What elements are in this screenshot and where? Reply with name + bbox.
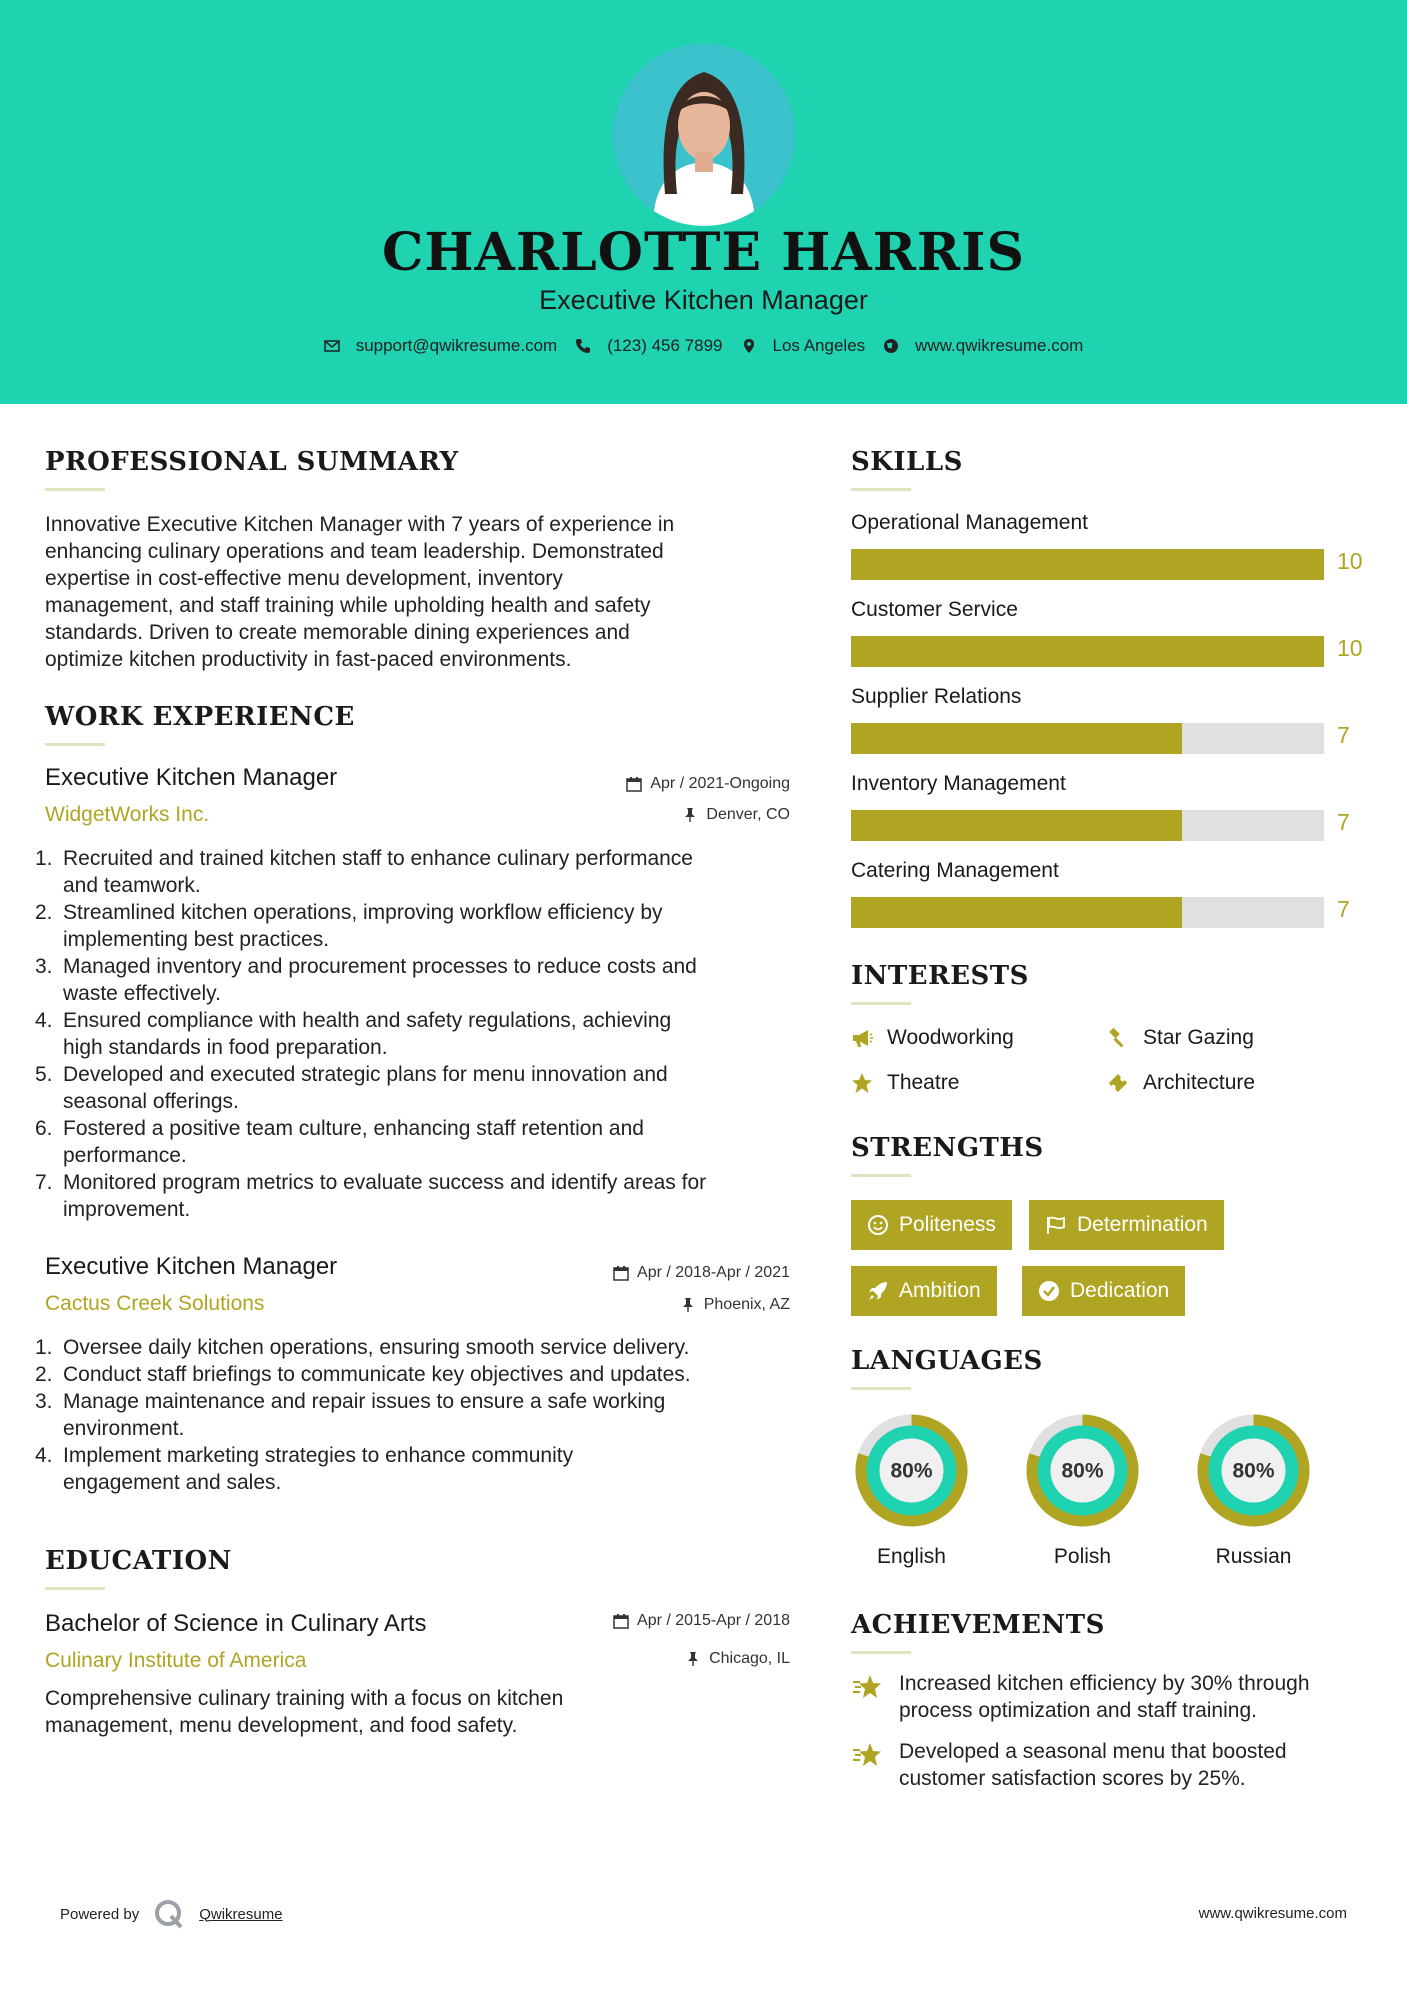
- skill-bar-fill: [851, 810, 1182, 841]
- rocket-icon: [867, 1280, 889, 1302]
- skill-value: 10: [1337, 548, 1363, 574]
- pushpin-icon: [680, 1297, 696, 1313]
- job-dates-text: Apr / 2021-Ongoing: [650, 775, 790, 792]
- skill-bar-fill: [851, 897, 1182, 928]
- pushpin-icon: [685, 1651, 701, 1667]
- skills-heading: SKILLS: [851, 447, 963, 477]
- strengths-heading: STRENGTHS: [851, 1133, 1044, 1163]
- achievement-item: [851, 1738, 1371, 1792]
- list-item: 6. Fostered a positive team culture, enhancing staff retention and performance.: [35, 1117, 644, 1167]
- contact-location: [741, 336, 866, 356]
- job-duties-list: [35, 845, 795, 1223]
- summary-line: expertise in cost-effective menu development, inventory: [45, 567, 563, 590]
- skill-bar-fill: [851, 549, 1324, 580]
- language-name: English: [877, 1545, 946, 1568]
- list-item: 5. Developed and executed strategic plans for menu innovation and seasonal offerings.: [35, 1063, 668, 1113]
- calendar-icon: [613, 1265, 629, 1281]
- interests-divider: [851, 1002, 911, 1005]
- interest-label: Architecture: [1143, 1071, 1256, 1094]
- summary-line: management, and staff training while upholding health and safety: [45, 594, 651, 617]
- candidate-name: CHARLOTTE HARRIS: [382, 222, 1025, 283]
- achievement-line: Increased kitchen efficiency by 30% through: [899, 1672, 1310, 1695]
- interest-label: Theatre: [887, 1071, 960, 1094]
- strength-label: Dedication: [1070, 1279, 1170, 1302]
- language-percent: 80%: [1061, 1459, 1104, 1483]
- language-percent: 80%: [1232, 1459, 1275, 1483]
- language-item: [1020, 1408, 1145, 1569]
- language-ring: [1191, 1408, 1316, 1533]
- list-item: 3. Managed inventory and procurement processes to reduce costs and waste effectively.: [35, 955, 697, 1005]
- website-text: www.qwikresume.com: [915, 336, 1084, 355]
- brand-link[interactable]: Qwikresume: [199, 1905, 283, 1923]
- skill-name: Catering Management: [851, 859, 1059, 882]
- job-location-text: Phoenix, AZ: [703, 1296, 790, 1313]
- contact-bar: [0, 336, 1407, 356]
- job-dates-text: Apr / 2018-Apr / 2021: [637, 1264, 790, 1281]
- strength-badge: [1022, 1266, 1185, 1316]
- summary-line: enhancing culinary operations and team leadership. Demonstrated: [45, 540, 664, 563]
- summary-line: optimize kitchen productivity in fast-paced environments.: [45, 648, 572, 671]
- pushpin-icon: [682, 807, 698, 823]
- language-name: Polish: [1053, 1545, 1112, 1568]
- phone-icon: [575, 338, 591, 354]
- job-company: WidgetWorks Inc.: [45, 803, 210, 826]
- education-dates: [613, 1612, 790, 1630]
- list-item: 1. Recruited and trained kitchen staff to enhance culinary performance and teamwork.: [35, 847, 693, 897]
- summary-line: standards. Driven to create memorable dining experiences and: [45, 621, 630, 644]
- language-percent: 80%: [890, 1459, 933, 1483]
- skill-value: 7: [1337, 809, 1350, 835]
- language-ring: [849, 1408, 974, 1533]
- languages-divider: [851, 1387, 911, 1390]
- language-item: [1191, 1408, 1316, 1569]
- contact-email[interactable]: [324, 336, 558, 356]
- job-duties-list: [35, 1334, 795, 1496]
- ticket-icon: [1107, 1072, 1129, 1094]
- experience-divider: [45, 743, 105, 746]
- flag-icon: [1045, 1214, 1067, 1236]
- strength-badge: [1029, 1200, 1224, 1250]
- education-dates-text: Apr / 2015-Apr / 2018: [637, 1612, 790, 1629]
- footer-powered-by: [60, 1898, 283, 1930]
- job-location: [682, 806, 790, 824]
- skill-name: Operational Management: [851, 511, 1088, 534]
- skill-name: Customer Service: [851, 598, 1018, 621]
- summary-line: Innovative Executive Kitchen Manager with 7 years of experience in: [45, 513, 675, 536]
- profile-photo: [613, 44, 795, 226]
- footer-website[interactable]: www.qwikresume.com: [1198, 1905, 1347, 1922]
- trophy-star-icon: [851, 1672, 885, 1702]
- skill-bar-fill: [851, 723, 1182, 754]
- job-dates: [613, 1264, 790, 1282]
- list-item: 2. Streamlined kitchen operations, improving workflow efficiency by implementing best practices.: [35, 901, 663, 951]
- skill-bar: [851, 636, 1324, 667]
- language-item: [849, 1408, 974, 1569]
- megaphone-icon: [851, 1027, 873, 1049]
- gavel-icon: [1107, 1027, 1129, 1049]
- achievements-heading: ACHIEVEMENTS: [851, 1610, 1105, 1640]
- strength-label: Determination: [1077, 1213, 1208, 1236]
- check-circle-icon: [1038, 1280, 1060, 1302]
- interest-label: Woodworking: [887, 1026, 1014, 1049]
- degree-title: Bachelor of Science in Culinary Arts: [45, 1610, 427, 1637]
- interest-item: [1107, 1026, 1254, 1050]
- achievements-divider: [851, 1651, 911, 1654]
- language-name: Russian: [1215, 1545, 1292, 1568]
- education-location: [685, 1650, 790, 1668]
- job-company: Cactus Creek Solutions: [45, 1292, 265, 1315]
- email-text: support@qwikresume.com: [355, 336, 558, 355]
- list-item: 4. Ensured compliance with health and safety regulations, achieving high standards in food preparation.: [35, 1009, 672, 1059]
- strengths-divider: [851, 1174, 911, 1177]
- job-location: [680, 1296, 790, 1314]
- achievement-line: customer satisfaction scores by 25%.: [899, 1767, 1246, 1790]
- skill-name: Supplier Relations: [851, 685, 1022, 708]
- interest-item: [1107, 1071, 1255, 1095]
- skill-bar-fill: [851, 636, 1324, 667]
- strength-badge: [851, 1266, 997, 1316]
- experience-heading: WORK EXPERIENCE: [45, 702, 355, 732]
- phone-text: (123) 456 7899: [607, 336, 723, 355]
- skill-bar: [851, 723, 1324, 754]
- languages-heading: LANGUAGES: [851, 1346, 1043, 1376]
- contact-phone[interactable]: [575, 336, 722, 356]
- globe-icon: [883, 338, 899, 354]
- smile-icon: [867, 1214, 889, 1236]
- education-location-text: Chicago, IL: [709, 1650, 790, 1667]
- qwikresume-logo-icon: [153, 1898, 185, 1930]
- skill-name: Inventory Management: [851, 772, 1066, 795]
- calendar-icon: [613, 1613, 629, 1629]
- contact-website[interactable]: [883, 336, 1083, 356]
- achievement-line: process optimization and staff training.: [899, 1699, 1257, 1722]
- interest-label: Star Gazing: [1143, 1026, 1254, 1049]
- list-item: 4. Implement marketing strategies to enhance community engagement and sales.: [35, 1444, 574, 1494]
- interest-item: [851, 1071, 959, 1095]
- trophy-star-icon: [851, 1740, 885, 1770]
- summary-text: [45, 511, 785, 673]
- education-line: management, menu development, and food safety.: [45, 1714, 518, 1737]
- school-name: Culinary Institute of America: [45, 1649, 307, 1672]
- strength-label: Ambition: [899, 1279, 981, 1302]
- skill-value: 7: [1337, 896, 1350, 922]
- job-title: Executive Kitchen Manager: [45, 1253, 338, 1280]
- education-line: Comprehensive culinary training with a focus on kitchen: [45, 1687, 564, 1710]
- envelope-icon: [324, 338, 340, 354]
- skill-value: 7: [1337, 722, 1350, 748]
- achievement-item: [851, 1670, 1371, 1724]
- list-item: 2. Conduct staff briefings to communicate key objectives and updates.: [35, 1363, 691, 1386]
- powered-by-text: Powered by: [60, 1905, 140, 1923]
- star-icon: [851, 1072, 873, 1094]
- list-item: 7. Monitored program metrics to evaluate success and identify areas for improvement.: [35, 1171, 707, 1221]
- interest-item: [851, 1026, 1014, 1050]
- skill-bar: [851, 549, 1324, 580]
- strength-badge: [851, 1200, 1012, 1250]
- strength-label: Politeness: [899, 1213, 996, 1236]
- language-ring: [1020, 1408, 1145, 1533]
- summary-divider: [45, 488, 105, 491]
- achievement-line: Developed a seasonal menu that boosted: [899, 1740, 1287, 1763]
- education-description: [45, 1685, 785, 1739]
- education-heading: EDUCATION: [45, 1546, 232, 1576]
- header-banner: [0, 0, 1407, 404]
- skill-value: 10: [1337, 635, 1363, 661]
- job-dates: [626, 775, 790, 793]
- interests-heading: INTERESTS: [851, 961, 1029, 991]
- job-title: Executive Kitchen Manager: [45, 764, 338, 791]
- location-text: Los Angeles: [772, 336, 866, 355]
- skills-divider: [851, 488, 911, 491]
- list-item: 1. Oversee daily kitchen operations, ensuring smooth service delivery.: [35, 1336, 690, 1359]
- education-divider: [45, 1587, 105, 1590]
- skill-bar: [851, 897, 1324, 928]
- calendar-icon: [626, 776, 642, 792]
- summary-heading: PROFESSIONAL SUMMARY: [45, 447, 459, 477]
- skill-bar: [851, 810, 1324, 841]
- candidate-title: Executive Kitchen Manager: [539, 285, 868, 315]
- list-item: 3. Manage maintenance and repair issues to ensure a safe working environment.: [35, 1390, 666, 1440]
- job-location-text: Denver, CO: [706, 806, 790, 823]
- map-pin-icon: [741, 338, 757, 354]
